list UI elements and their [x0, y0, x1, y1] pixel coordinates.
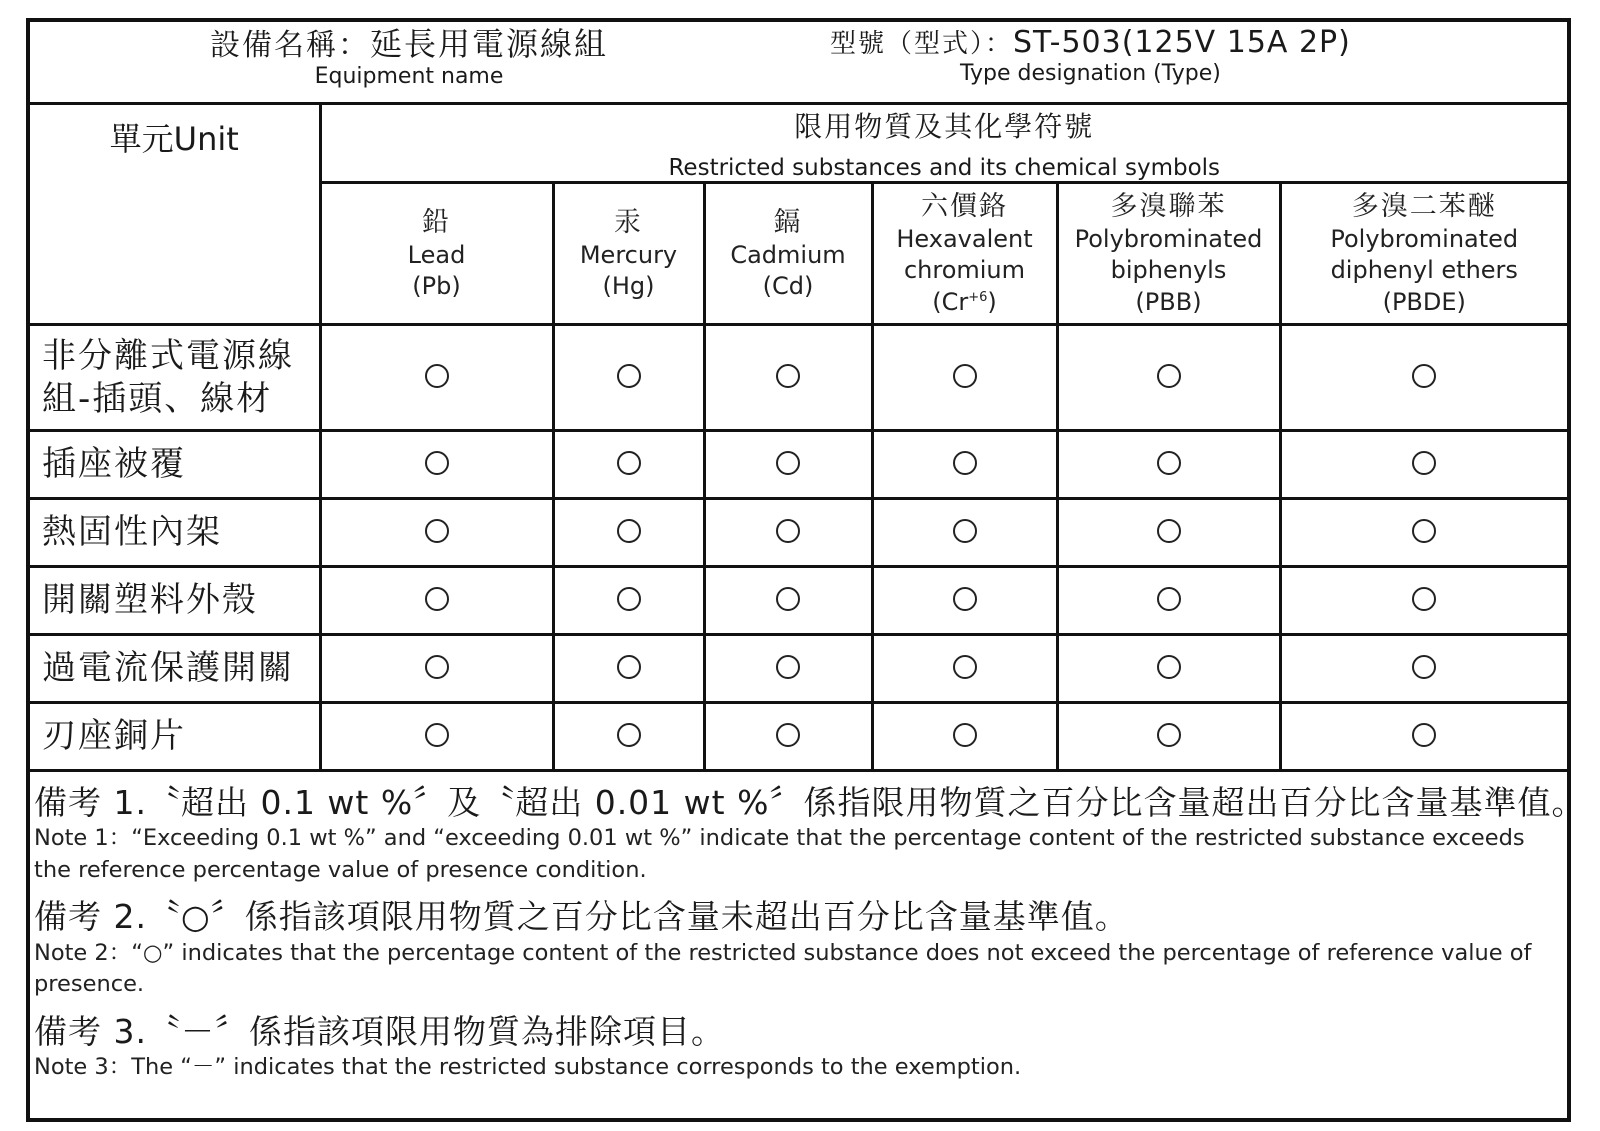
substance-hexavalent-chromium [872, 183, 1057, 325]
substance-en: Mercury [579, 240, 678, 269]
restricted-title-zh: 限用物質及其化學符號 [794, 110, 1095, 143]
circle-mark-icon [1157, 723, 1181, 747]
mark-cell [872, 567, 1057, 635]
circle-mark-icon [617, 364, 641, 388]
substance-symbol: (PBB) [1135, 287, 1202, 316]
circle-mark-icon [1412, 451, 1436, 475]
table-row [30, 499, 1567, 567]
note-zh: 備考 3.〝－〞係指該項限用物質為排除項目。 [34, 1011, 725, 1051]
circle-mark-icon [953, 723, 977, 747]
restricted-title-row [30, 104, 1567, 183]
notes-section [30, 772, 1586, 1083]
mark-cell [553, 431, 704, 499]
mark-cell [1057, 703, 1280, 771]
mark-cell [1280, 431, 1567, 499]
mark-cell [1280, 635, 1567, 703]
part-name: 插座被覆 [30, 431, 320, 499]
circle-mark-icon [1412, 587, 1436, 611]
circle-mark-icon [1412, 655, 1436, 679]
part-name: 過電流保護開關 [30, 635, 320, 703]
circle-mark-icon [1412, 364, 1436, 388]
mark-cell [320, 431, 553, 499]
substance-lead [320, 183, 553, 325]
substance-zh: 多溴聯苯 [1110, 191, 1227, 223]
mark-cell [704, 499, 872, 567]
table-row [30, 567, 1567, 635]
substance-zh: 六價鉻 [921, 191, 1008, 223]
circle-mark-icon [776, 519, 800, 543]
mark-cell [553, 325, 704, 431]
substance-cadmium [704, 183, 872, 325]
equipment-header-row [30, 22, 1567, 104]
type-designation-block [830, 26, 1351, 86]
substance-symbol: (PBDE) [1382, 287, 1466, 316]
circle-mark-icon [617, 451, 641, 475]
circle-mark-icon [953, 451, 977, 475]
mark-cell [553, 703, 704, 771]
circle-mark-icon [425, 655, 449, 679]
circle-mark-icon [425, 364, 449, 388]
mark-cell [320, 703, 553, 771]
circle-mark-icon [953, 519, 977, 543]
note-zh: 備考 2.〝○〞係指該項限用物質之百分比含量未超出百分比含量基準值。 [34, 897, 1129, 937]
circle-mark-icon [1157, 519, 1181, 543]
substance-symbol: (Pb) [412, 272, 461, 301]
equipment-label-zh: 設備名稱： [210, 28, 370, 63]
circle-mark-icon [617, 655, 641, 679]
restricted-title-en: Restricted substances and its chemical symbols [668, 155, 1221, 181]
equipment-header [30, 22, 1567, 104]
mark-cell [1280, 703, 1567, 771]
note-en: Note 3：The “－” indicates that the restricted substance corresponds to the exemption. [34, 1053, 1022, 1080]
circle-mark-icon [1157, 451, 1181, 475]
mark-cell [320, 325, 553, 431]
circle-mark-icon [425, 519, 449, 543]
mark-cell [1280, 499, 1567, 567]
mark-cell [704, 431, 872, 499]
substance-en: Polybrominated biphenyls [1074, 225, 1263, 285]
note-2 [34, 896, 1561, 1000]
equipment-name-block [210, 26, 608, 89]
substance-en: Lead [407, 240, 466, 269]
circle-mark-icon [617, 519, 641, 543]
mark-cell [320, 567, 553, 635]
mark-cell [704, 325, 872, 431]
mark-cell [704, 567, 872, 635]
circle-mark-icon [776, 364, 800, 388]
circle-mark-icon [617, 723, 641, 747]
circle-mark-icon [953, 655, 977, 679]
table-row [30, 703, 1567, 771]
substance-en: Cadmium [730, 240, 846, 269]
substance-zh: 汞 [614, 206, 643, 238]
circle-mark-icon [776, 655, 800, 679]
note-en: Note 1：“Exceeding 0.1 wt %” and “exceeding 0.01 wt %” indicate that the percentage content of the restricted substance exceeds the reference percentage value of presence condition. [34, 825, 1525, 883]
note-en: Note 2：“○” indicates that the percentage content of the restricted substance does not exceed the percentage of reference value of presence. [34, 939, 1532, 997]
circle-mark-icon [1412, 723, 1436, 747]
mark-cell [872, 703, 1057, 771]
mark-cell [704, 635, 872, 703]
mark-cell [1057, 635, 1280, 703]
circle-mark-icon [776, 451, 800, 475]
circle-mark-icon [1157, 587, 1181, 611]
part-name: 開關塑料外殼 [30, 567, 320, 635]
mark-cell [872, 635, 1057, 703]
mark-cell [1280, 567, 1567, 635]
mark-cell [320, 635, 553, 703]
substance-en: Hexavalent chromium [896, 225, 1033, 285]
mark-cell [553, 499, 704, 567]
mark-cell [872, 325, 1057, 431]
equipment-name-zh: 延長用電源線組 [370, 25, 609, 63]
part-name: 刃座銅片 [30, 703, 320, 771]
table-row [30, 325, 1567, 431]
substance-symbol: (Cd) [762, 272, 814, 301]
substance-pbb [1057, 183, 1280, 325]
type-label-en: Type designation (Type) [960, 60, 1221, 86]
table-row [30, 431, 1567, 499]
table-row [30, 635, 1567, 703]
part-name: 熱固性內架 [30, 499, 320, 567]
circle-mark-icon [1157, 364, 1181, 388]
substance-symbol: (Hg) [602, 272, 655, 301]
mark-cell [553, 635, 704, 703]
circle-mark-icon [1412, 519, 1436, 543]
substance-zh: 鉛 [422, 206, 451, 238]
restricted-title-cell [320, 104, 1567, 183]
part-name: 非分離式電源線組-插頭、線材 [30, 325, 320, 431]
circle-mark-icon [776, 587, 800, 611]
mark-cell [1057, 567, 1280, 635]
equipment-label-en: Equipment name [314, 63, 504, 89]
rohs-table [30, 22, 1567, 772]
circle-mark-icon [776, 723, 800, 747]
circle-mark-icon [425, 723, 449, 747]
note-1 [34, 782, 1586, 886]
circle-mark-icon [953, 364, 977, 388]
circle-mark-icon [617, 587, 641, 611]
mark-cell [704, 703, 872, 771]
substance-zh: 鎘 [773, 206, 803, 238]
mark-cell [872, 431, 1057, 499]
note-zh: 備考 1.〝超出 0.1 wt %〞及〝超出 0.01 wt %〞係指限用物質之百分比含量超出百分比含量基準值。 [34, 783, 1586, 822]
substance-zh: 多溴二苯醚 [1351, 191, 1497, 223]
unit-label: 單元Unit [109, 120, 239, 158]
circle-mark-icon [425, 587, 449, 611]
mark-cell [1280, 325, 1567, 431]
rohs-declaration-document [26, 18, 1586, 1122]
mark-cell [553, 567, 704, 635]
note-3 [34, 1011, 1561, 1084]
mark-cell [1057, 499, 1280, 567]
mark-cell [320, 499, 553, 567]
substance-symbol: $(Cr^{+6})$ [932, 287, 997, 316]
type-value: ST-503(125V 15A 2P) [1013, 25, 1351, 60]
circle-mark-icon [425, 451, 449, 475]
mark-cell [1057, 325, 1280, 431]
substance-mercury [553, 183, 704, 325]
unit-header-cell [30, 104, 320, 325]
mark-cell [872, 499, 1057, 567]
substance-pbde [1280, 183, 1567, 325]
type-label-zh: 型號（型式）： [830, 29, 1014, 59]
circle-mark-icon [953, 587, 977, 611]
substance-en: Polybrominated diphenyl ethers [1330, 225, 1519, 285]
circle-mark-icon [1157, 655, 1181, 679]
mark-cell [1057, 431, 1280, 499]
